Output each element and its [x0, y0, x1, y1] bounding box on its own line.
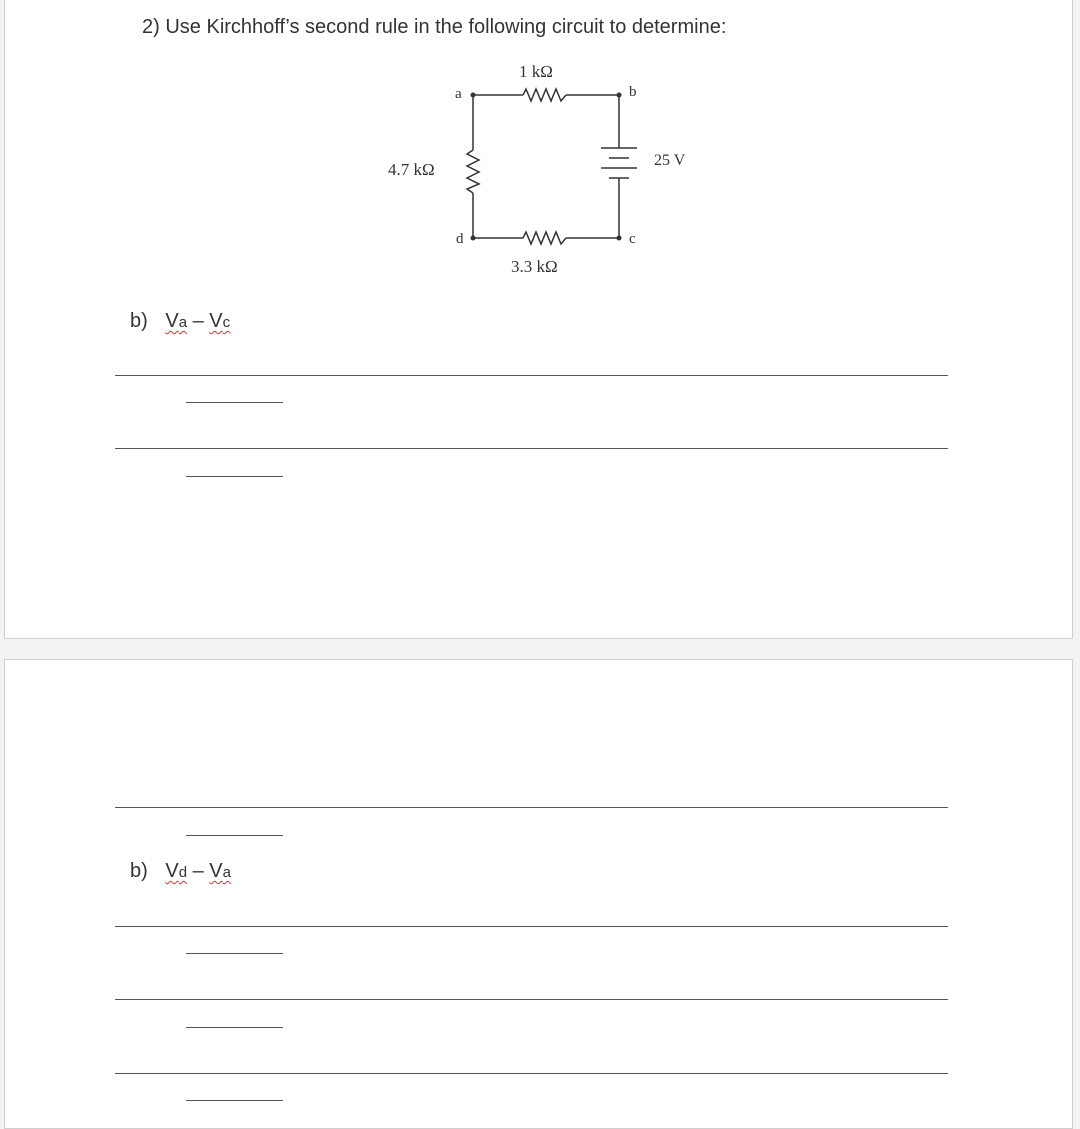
node-d-dot [471, 236, 476, 241]
left-wire [467, 95, 479, 238]
answer-line [115, 448, 948, 449]
resistor-left-label: 4.7 kΩ [388, 160, 435, 179]
part-letter: b) [130, 310, 148, 332]
circuit-diagram [5, 0, 1074, 300]
battery-symbol [601, 95, 637, 238]
node-c-label: c [629, 231, 636, 247]
top-wire [473, 89, 619, 101]
node-a-dot [471, 93, 476, 98]
short-line [186, 835, 283, 836]
question-card [4, 659, 1073, 1129]
resistor-bottom-label: 3.3 kΩ [511, 257, 558, 276]
answer-line [115, 926, 948, 927]
bottom-wire [473, 232, 619, 244]
minus-sign: – [192, 860, 204, 882]
answer-line [115, 375, 948, 376]
voltage-term: Vc [209, 310, 231, 332]
battery-label: 25 V [654, 152, 686, 169]
node-b-label: b [629, 84, 637, 100]
question-number: 2) [142, 16, 160, 38]
answer-line [115, 807, 948, 808]
resistor-top-label: 1 kΩ [519, 62, 553, 81]
part-letter: b) [130, 860, 148, 882]
node-c-dot [617, 236, 622, 241]
node-d-label: d [456, 231, 464, 247]
part-label-va-vc [130, 310, 230, 333]
answer-line [115, 1073, 948, 1074]
short-line [186, 953, 283, 954]
question-card [4, 0, 1073, 639]
part-label-vd-va [130, 860, 231, 883]
node-b-dot [617, 93, 622, 98]
voltage-term: Vd [165, 860, 188, 882]
node-a-label: a [455, 86, 462, 102]
answer-line [115, 999, 948, 1000]
short-line [186, 402, 283, 403]
minus-sign: – [192, 310, 204, 332]
short-line [186, 1100, 283, 1101]
question-prompt: Use Kirchhoff’s second rule in the following circuit to determine: [165, 16, 727, 38]
short-line [186, 476, 283, 477]
voltage-term: Va [209, 860, 231, 882]
voltage-term: Va [165, 310, 188, 332]
short-line [186, 1027, 283, 1028]
